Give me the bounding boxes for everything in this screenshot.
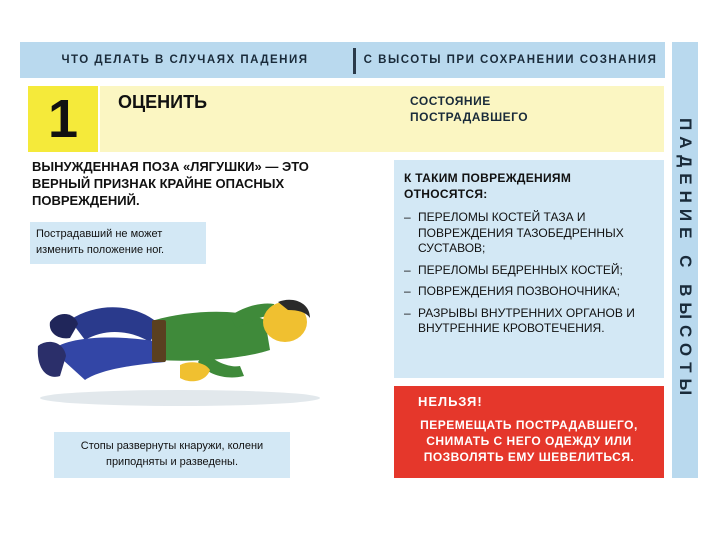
step-number: 1 bbox=[28, 86, 98, 152]
injury-internal: РАЗРЫВЫ ВНУТРЕННИХ ОРГАНОВ И ВНУТРЕННИЕ КРОВОТЕЧЕНИЯ. bbox=[418, 305, 635, 335]
header-right-text: С ВЫСОТЫ ПРИ СОХРАНЕНИИ СОЗНАНИЯ bbox=[363, 54, 658, 66]
warning-title: НЕЛЬЗЯ! bbox=[418, 394, 483, 409]
warning-text: ПЕРЕМЕЩАТЬ ПОСТРАДАВШЕГО, СНИМАТЬ С НЕГО ОДЕЖДУ ИЛИ ПОЗВОЛЯТЬ ЕМУ ШЕВЕЛИТЬСЯ. bbox=[420, 418, 638, 464]
frog-pose-headline: ВЫНУЖДЕННАЯ ПОЗА «ЛЯГУШКИ» — ЭТО ВЕРНЫЙ ПРИЗНАК КРАЙНЕ ОПАСНЫХ ПОВРЕЖДЕНИЙ. bbox=[32, 159, 309, 208]
injuries-title: К ТАКИМ ПОВРЕЖДЕНИЯМ ОТНОСЯТСЯ: bbox=[404, 171, 572, 201]
list-item bbox=[404, 263, 654, 279]
injury-spine: ПОВРЕЖДЕНИЯ ПОЗВОНОЧНИКА; bbox=[418, 284, 620, 298]
side-label: ПАДЕНИЕ С ВЫСОТЫ bbox=[676, 118, 695, 402]
header-left-text: ЧТО ДЕЛАТЬ В СЛУЧАЯХ ПАДЕНИЯ bbox=[61, 54, 309, 66]
bullet-dash: – bbox=[404, 210, 411, 224]
step-subtitle: СОСТОЯНИЕ ПОСТРАДАВШЕГО bbox=[410, 94, 529, 124]
header-divider bbox=[353, 48, 356, 74]
step-title: ОЦЕНИТЬ bbox=[118, 92, 208, 112]
list-item bbox=[404, 284, 654, 300]
warning-box bbox=[394, 386, 664, 478]
injury-femur: ПЕРЕЛОМЫ БЕДРЕННЫХ КОСТЕЙ; bbox=[418, 262, 623, 277]
injuries-info-box bbox=[394, 160, 664, 378]
note-feet: Стопы развернуты кнаружи, колени приподняты и разведены. bbox=[54, 432, 290, 478]
list-item bbox=[404, 306, 654, 337]
injured-person-illustration bbox=[30, 280, 360, 410]
bullet-dash: – bbox=[404, 284, 411, 298]
side-label-bar bbox=[672, 42, 698, 478]
bullet-dash: – bbox=[404, 262, 411, 277]
note-legs: Пострадавший не может изменить положение ног. bbox=[30, 222, 206, 264]
injury-pelvis: ПЕРЕЛОМЫ КОСТЕЙ ТАЗА И ПОВРЕЖДЕНИЯ ТАЗОБЕДРЕННЫХ СУСТАВОВ; bbox=[418, 210, 624, 255]
bullet-dash: – bbox=[404, 305, 411, 320]
list-item bbox=[404, 210, 654, 257]
